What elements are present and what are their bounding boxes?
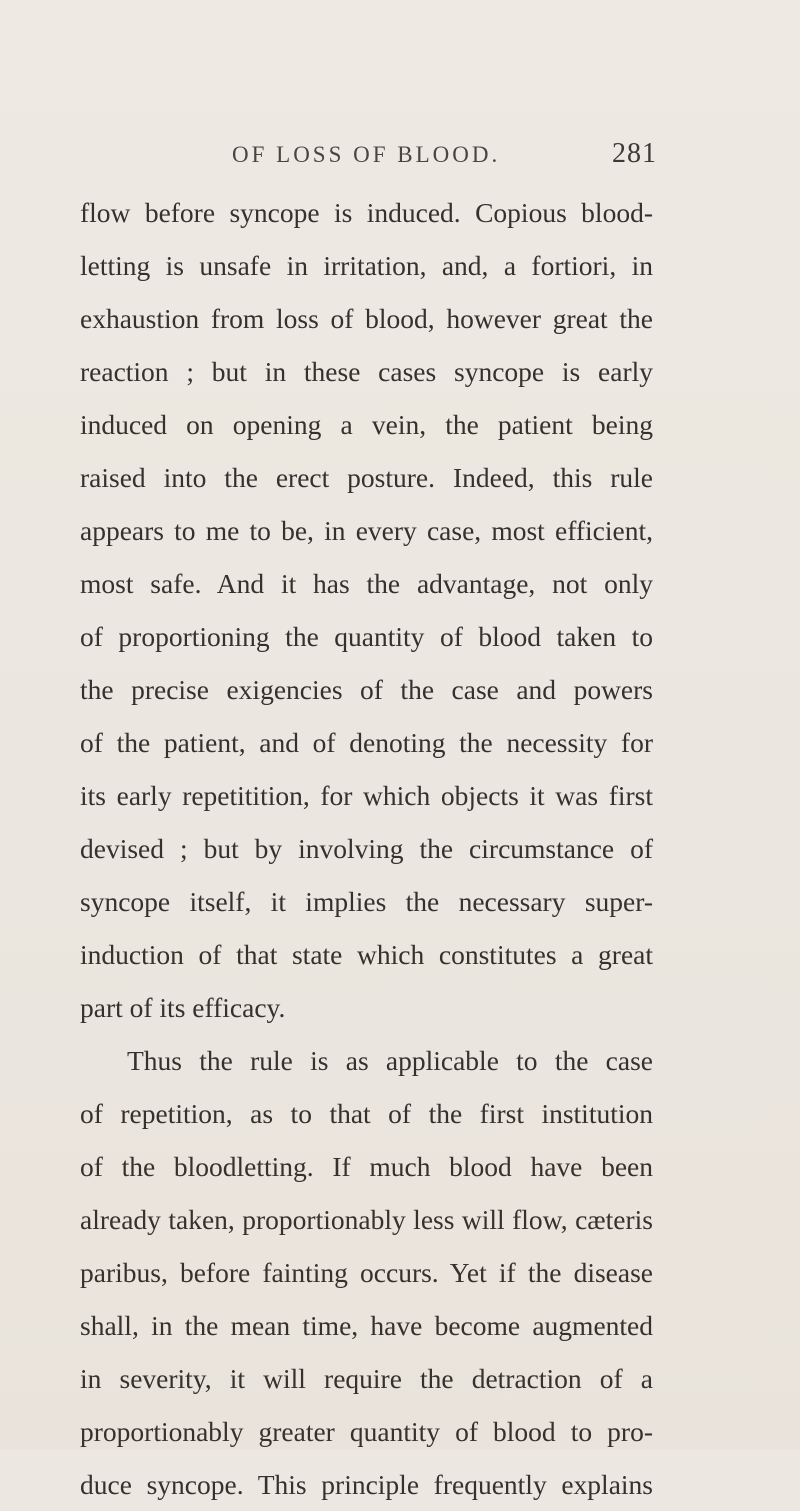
text-line: shall, in the mean time, have become augmented <box>80 1310 653 1341</box>
text-line: of repetition, as to that of the first institution <box>80 1098 653 1129</box>
text-line: proportionably greater quantity of blood to pro- <box>80 1416 653 1447</box>
text-line: letting is unsafe in irritation, and, a fortiori, in <box>80 250 653 281</box>
text-line: the precise exigencies of the case and powers <box>80 674 653 705</box>
text-line: most safe. And it has the advantage, not only <box>80 568 653 599</box>
text-line: Thus the rule is as applicable to the case <box>127 1045 653 1076</box>
text-line: its early repetitition, for which objects it was first <box>80 780 653 811</box>
text-line: devised ; but by involving the circumstance of <box>80 833 653 864</box>
text-line: induction of that state which constitutes a great <box>80 939 653 970</box>
text-line: induced on opening a vein, the patient being <box>80 409 653 440</box>
body-text <box>80 186 653 1511</box>
text-line: exhaustion from loss of blood, however great the <box>80 303 653 334</box>
text-line: syncope itself, it implies the necessary super- <box>80 886 653 917</box>
text-line: flow before syncope is induced. Copious blood- <box>80 197 653 228</box>
text-line: paribus, before fainting occurs. Yet if the disease <box>80 1257 653 1288</box>
text-line: in severity, it will require the detraction of a <box>80 1363 653 1394</box>
text-line: raised into the erect posture. Indeed, this rule <box>80 462 653 493</box>
text-line: of the patient, and of denoting the necessity for <box>80 727 653 758</box>
text-line: appears to me to be, in every case, most efficient, <box>80 515 653 546</box>
text-line: duce syncope. This principle frequently explains <box>80 1469 653 1500</box>
text-line: reaction ; but in these cases syncope is early <box>80 356 653 387</box>
text-line: of proportioning the quantity of blood taken to <box>80 621 653 652</box>
page-number: 281 <box>612 138 657 169</box>
text-line: already taken, proportionably less will flow, cæteris <box>80 1204 653 1235</box>
running-header: OF LOSS OF BLOOD. <box>232 142 501 167</box>
text-line: of the bloodletting. If much blood have been <box>80 1151 653 1182</box>
text-line: part of its efficacy. <box>80 992 286 1023</box>
